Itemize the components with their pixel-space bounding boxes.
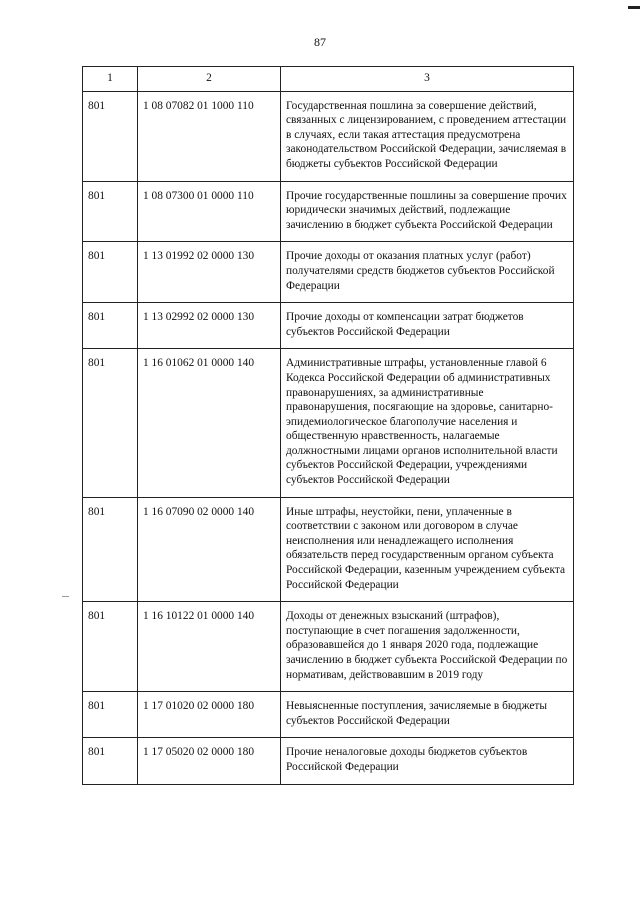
description-cell: Административные штрафы, установленные главой 6 Кодекса Российской Федерации об административных правонарушениях, за административные правонарушения, посягающие на здоровье, санитарно-эпидемиологическое благополучие населения и общественную нравственность, налагаемые должностными лицами органов исполнительной власти субъектов Российской Федерации, учреждениями субъектов Российской Федерации bbox=[281, 349, 574, 497]
column-header-3: 3 bbox=[281, 67, 574, 92]
column-header-2: 2 bbox=[138, 67, 281, 92]
description-cell: Доходы от денежных взысканий (штрафов), поступающие в счет погашения задолженности, образовавшейся до 1 января 2020 года, подлежащие зачислению в бюджет субъекта Российской Федерации по нормативам, действовавшим в 2019 году bbox=[281, 602, 574, 692]
admin-code-cell: 801 bbox=[83, 602, 138, 692]
budget-code-cell: 1 17 05020 02 0000 180 bbox=[138, 738, 281, 784]
description-cell: Иные штрафы, неустойки, пени, уплаченные в соответствии с законом или договором в случае неисполнения или ненадлежащего исполнения обязательств перед государственным органом субъекта Российской Федерации, казенным учреждением субъекта Российской Федерации bbox=[281, 497, 574, 602]
table-row bbox=[83, 497, 574, 602]
page-number: 87 bbox=[314, 35, 326, 49]
table-row bbox=[83, 602, 574, 692]
revenue-codes-table bbox=[82, 66, 574, 785]
budget-code-cell: 1 13 01992 02 0000 130 bbox=[138, 242, 281, 303]
admin-code-cell: 801 bbox=[83, 738, 138, 784]
margin-scan-mark bbox=[62, 596, 69, 597]
description-cell: Прочие доходы от компенсации затрат бюджетов субъектов Российской Федерации bbox=[281, 303, 574, 349]
table-row bbox=[83, 181, 574, 242]
admin-code-cell: 801 bbox=[83, 242, 138, 303]
corner-scan-mark bbox=[628, 6, 640, 9]
table-row bbox=[83, 242, 574, 303]
admin-code-cell: 801 bbox=[83, 349, 138, 497]
admin-code-cell: 801 bbox=[83, 181, 138, 242]
admin-code-cell: 801 bbox=[83, 692, 138, 738]
table-row bbox=[83, 692, 574, 738]
admin-code-cell: 801 bbox=[83, 91, 138, 181]
budget-code-cell: 1 08 07300 01 0000 110 bbox=[138, 181, 281, 242]
budget-code-cell: 1 17 01020 02 0000 180 bbox=[138, 692, 281, 738]
table-row bbox=[83, 738, 574, 784]
table-row bbox=[83, 349, 574, 497]
budget-code-cell: 1 16 10122 01 0000 140 bbox=[138, 602, 281, 692]
admin-code-cell: 801 bbox=[83, 497, 138, 602]
budget-code-cell: 1 16 01062 01 0000 140 bbox=[138, 349, 281, 497]
admin-code-cell: 801 bbox=[83, 303, 138, 349]
table-header-row bbox=[83, 67, 574, 92]
budget-code-cell: 1 16 07090 02 0000 140 bbox=[138, 497, 281, 602]
description-cell: Невыясненные поступления, зачисляемые в бюджеты субъектов Российской Федерации bbox=[281, 692, 574, 738]
description-cell: Государственная пошлина за совершение действий, связанных с лицензированием, с проведением аттестации в случаях, если такая аттестация предусмотрена законодательством Российской Федерации, зачисляемая в бюджеты субъектов Российской Федерации bbox=[281, 91, 574, 181]
budget-code-cell: 1 13 02992 02 0000 130 bbox=[138, 303, 281, 349]
column-header-1: 1 bbox=[83, 67, 138, 92]
table-row bbox=[83, 303, 574, 349]
description-cell: Прочие доходы от оказания платных услуг (работ) получателями средств бюджетов субъектов Российской Федерации bbox=[281, 242, 574, 303]
budget-code-cell: 1 08 07082 01 1000 110 bbox=[138, 91, 281, 181]
description-cell: Прочие государственные пошлины за совершение прочих юридически значимых действий, подлежащие зачислению в бюджет субъекта Российской Федерации bbox=[281, 181, 574, 242]
description-cell: Прочие неналоговые доходы бюджетов субъектов Российской Федерации bbox=[281, 738, 574, 784]
table-row bbox=[83, 91, 574, 181]
